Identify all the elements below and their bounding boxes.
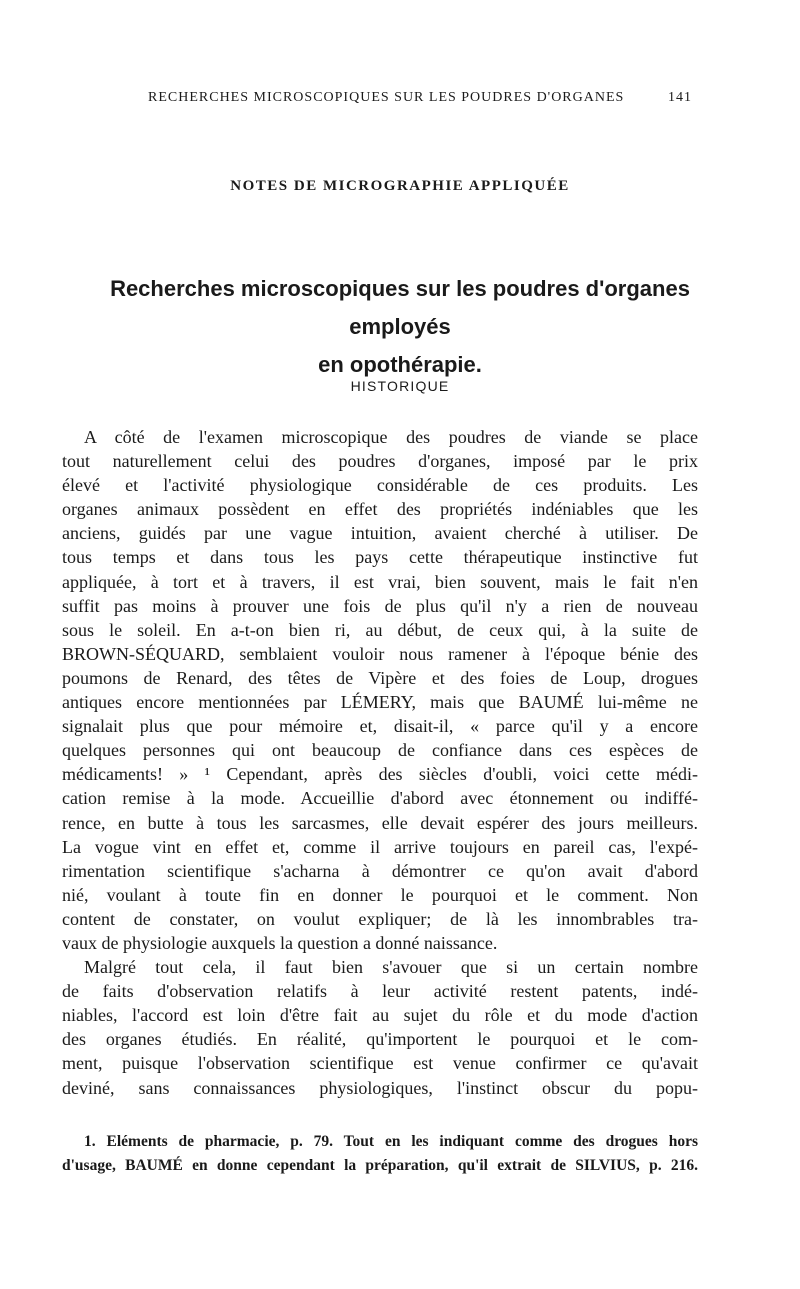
body-line: suffit pas moins à prouver une fois de plus qu'il n'y a rien de nouveau xyxy=(62,595,698,616)
body-line: A côté de l'examen microscopique des poudres de viande se place xyxy=(84,427,698,447)
article-title-line-1: Recherches microscopiques sur les poudres d'organes employés xyxy=(110,276,690,339)
body-line: deviné, sans connaissances physiologiques, l'instinct obscur du popu- xyxy=(62,1077,698,1098)
body-line: anciens, guidés par une vague intuition, avaient cherché à utiliser. De xyxy=(62,523,698,544)
body-line: signalait plus que pour mémoire et, disait-il, « parce qu'il y a encore xyxy=(62,716,698,737)
page-number: 141 xyxy=(668,90,692,105)
body-line: cation remise à la mode. Accueillie d'abord avec étonnement ou indiffé- xyxy=(62,788,698,809)
running-title: RECHERCHES MICROSCOPIQUES SUR LES POUDRES D'ORGANES xyxy=(148,90,625,105)
section-title: NOTES DE MICROGRAPHIE APPLIQUÉE xyxy=(230,178,570,194)
body-line: antiques encore mentionnées par LÉMERY, mais que BAUMÉ lui-même ne xyxy=(62,692,698,713)
body-line: tout naturellement celui des poudres d'organes, imposé par le prix xyxy=(62,451,698,472)
article-title xyxy=(60,270,740,384)
body-line: BROWN-SÉQUARD, semblaient vouloir nous ramener à l'époque bénie des xyxy=(62,643,698,664)
body-line: La vogue vint en effet et, comme il arrive toujours en pareil cas, l'expé- xyxy=(62,836,698,857)
body-line: content de constater, on voulut expliquer; de là les innombrables tra- xyxy=(62,908,698,929)
body-line: rimentation scientifique s'acharna à démontrer ce qu'on avait d'abord xyxy=(62,860,698,881)
body-line: ment, puisque l'observation scientifique est venue confirmer ce qu'avait xyxy=(62,1053,698,1074)
article-title-line-2: en opothérapie. xyxy=(318,352,482,377)
body-line: appliquée, à tort et à travers, il est vrai, bien souvent, mais le fait n'en xyxy=(62,571,698,592)
body-line: vaux de physiologie auxquels la question a donné naissance. xyxy=(62,932,498,953)
body-line: de faits d'observation relatifs à leur activité restent patents, indé- xyxy=(62,981,698,1002)
running-header xyxy=(148,90,692,106)
subheading-historique: HISTORIQUE xyxy=(350,378,450,394)
footnote-line-2: d'usage, BAUMÉ en donne cependant la préparation, qu'il extrait de SILVIUS, p. 216. xyxy=(62,1157,698,1174)
body-line: poumons de Renard, des têtes de Vipère et des foies de Loup, drogues xyxy=(62,667,698,688)
body-line: sous le soleil. En a-t-on bien ri, au début, de ceux qui, à la suite de xyxy=(62,619,698,640)
body-text xyxy=(62,425,698,1100)
footnote-line-1: 1. Eléments de pharmacie, p. 79. Tout en les indiquant comme des drogues hors xyxy=(84,1133,698,1150)
body-line: des organes étudiés. En réalité, qu'importent le pourquoi et le com- xyxy=(62,1029,698,1050)
body-line: quelques personnes qui ont beaucoup de confiance dans ces espèces de xyxy=(62,740,698,761)
body-line: rence, en butte à tous les sarcasmes, elle devait espérer des jours meilleurs. xyxy=(62,812,698,833)
body-line: Malgré tout cela, il faut bien s'avouer que si un certain nombre xyxy=(84,957,698,978)
body-line: niables, l'accord est loin d'être fait au sujet du rôle et du mode d'action xyxy=(62,1005,698,1026)
body-line: tous temps et dans tous les pays cette thérapeutique instinctive fut xyxy=(62,547,698,568)
footnote xyxy=(62,1130,698,1178)
body-line: médicaments! » ¹ Cependant, après des siècles d'oubli, voici cette médi- xyxy=(62,764,698,785)
body-line: organes animaux possèdent en effet des propriétés indéniables que les xyxy=(62,499,698,520)
body-line: nié, voulant à toute fin en donner le pourquoi et le comment. Non xyxy=(62,884,698,905)
body-line: élevé et l'activité physiologique considérable de ces produits. Les xyxy=(62,475,698,496)
